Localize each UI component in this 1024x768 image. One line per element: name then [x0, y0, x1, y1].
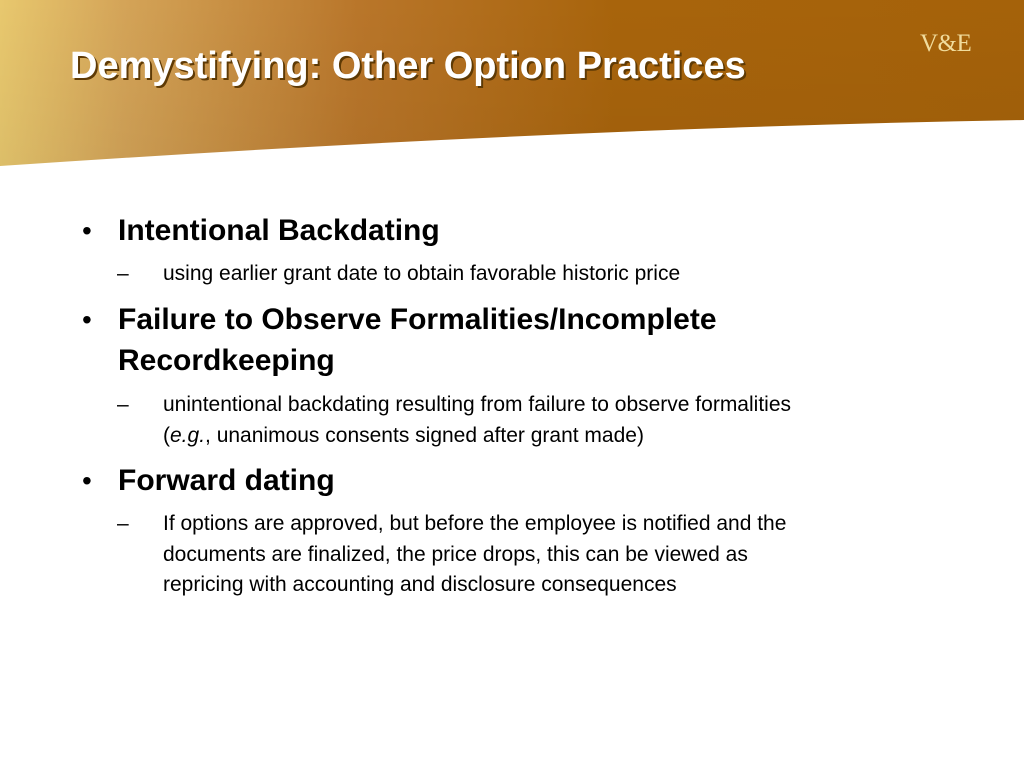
bullet-marker: •: [82, 304, 92, 335]
sub-bullet-line-1: unintentional backdating resulting from failure to observe formalities: [163, 393, 792, 416]
eg-abbreviation: e.g.: [170, 424, 206, 447]
slide-title: Demystifying: Other Option Practices: [70, 45, 746, 87]
dash-marker: –: [117, 393, 129, 416]
open-paren: (: [163, 424, 170, 447]
sub-bullet-line-1: If options are approved, but before the employee is notified and the: [163, 512, 787, 535]
bullet-heading: Forward dating: [118, 464, 335, 497]
sub-bullet-line-2-rest: , unanimous consents signed after grant made): [205, 424, 644, 447]
bullet-marker: •: [82, 465, 92, 496]
sub-bullet-line-3: repricing with accounting and disclosure consequences: [163, 573, 677, 596]
sub-bullet-line-2: documents are finalized, the price drops, this can be viewed as: [163, 543, 748, 566]
bullet-heading: Intentional Backdating: [118, 214, 440, 247]
bullet-marker: •: [82, 215, 92, 246]
bullet-heading-line-2: Recordkeeping: [118, 344, 335, 377]
bullet-heading-line-1: Failure to Observe Formalities/Incomplete: [118, 303, 717, 336]
sub-bullet: using earlier grant date to obtain favorable historic price: [163, 262, 681, 285]
sub-bullet-line-2: [163, 420, 953, 451]
dash-marker: –: [117, 512, 129, 535]
dash-marker: –: [117, 262, 129, 285]
ve-logo: V&E: [920, 30, 972, 57]
